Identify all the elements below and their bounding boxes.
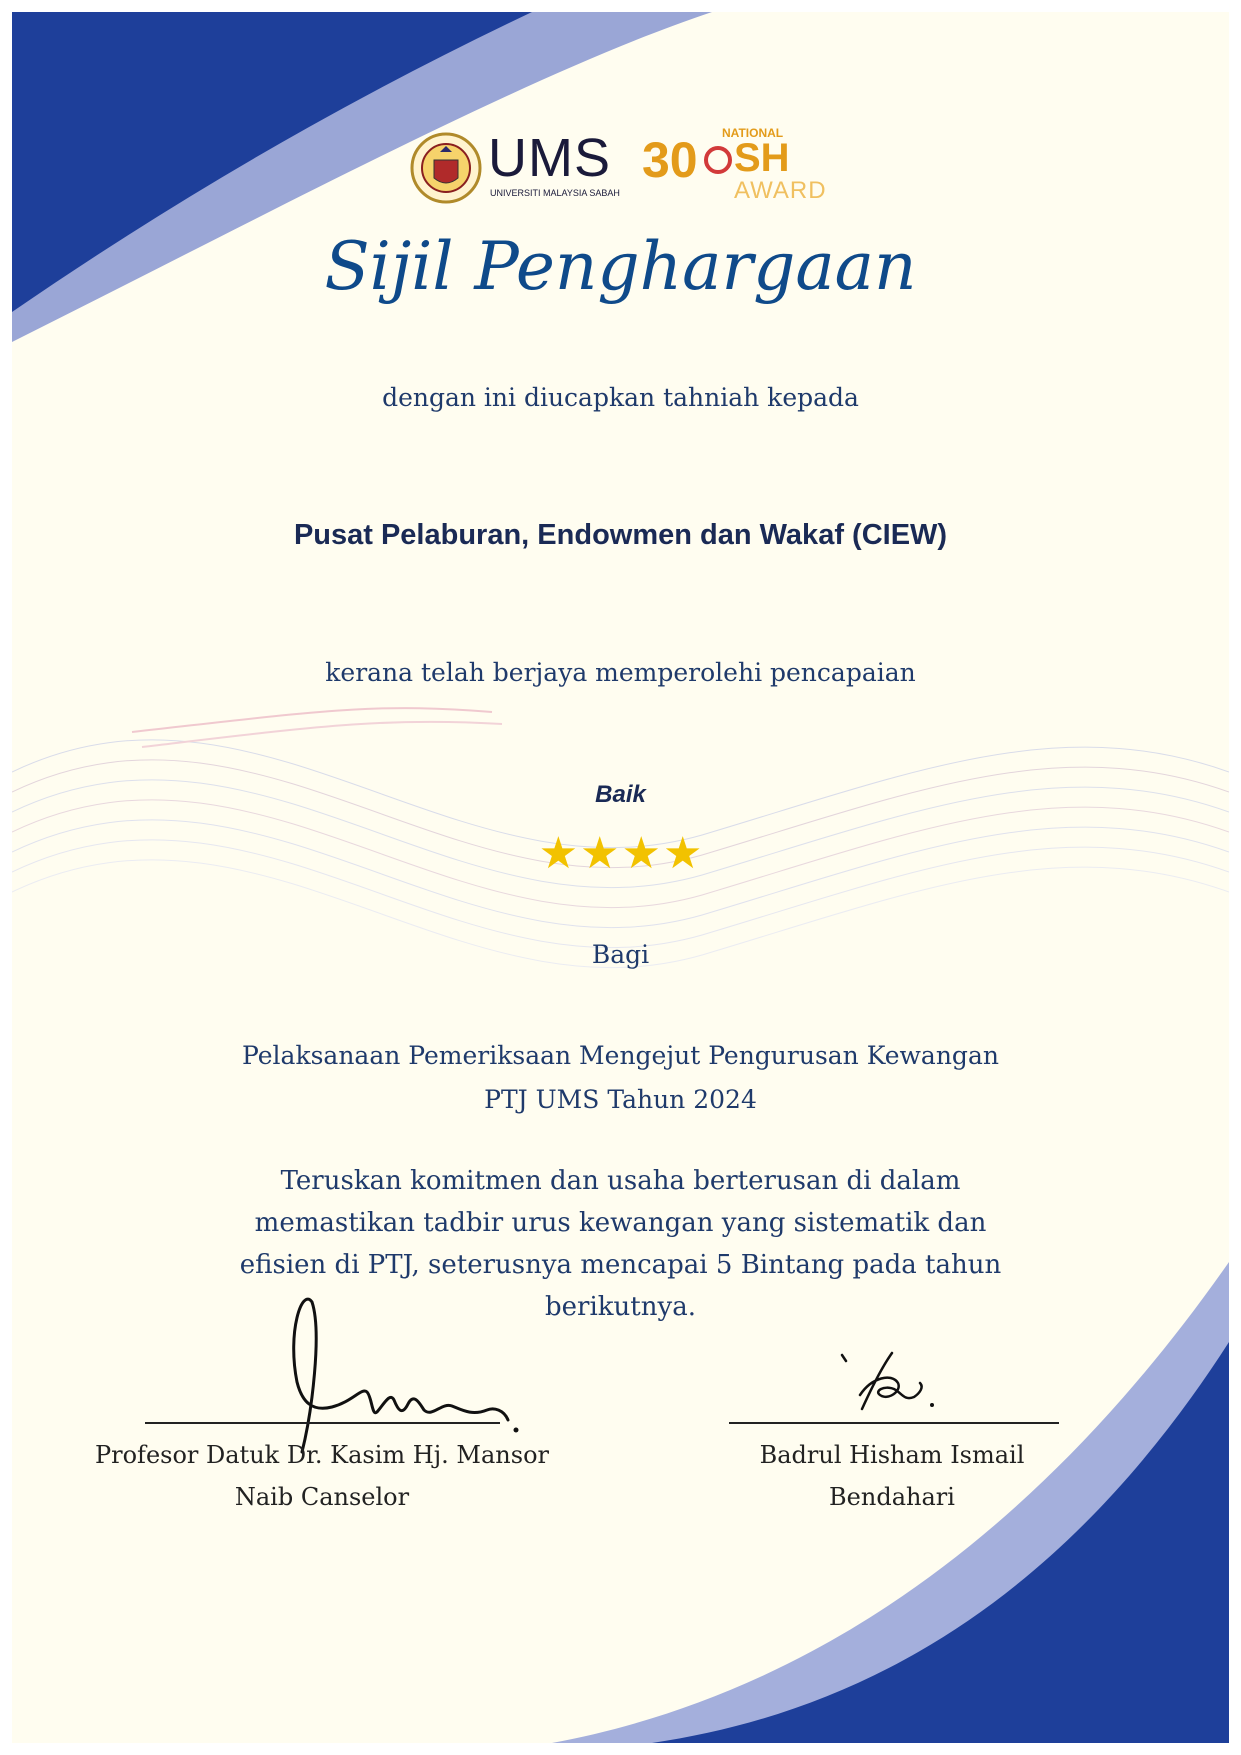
ums-wordmark: UMS [488,128,611,188]
message-line: efisien di PTJ, seterusnya mencapai 5 Bintang pada tahun [239,1250,1002,1280]
university-full-name: UNIVERSITI MALAYSIA SABAH [490,188,620,198]
university-crest-logo [410,132,482,204]
signature-vice-chancellor [272,1292,552,1462]
message-line: memastikan tadbir urus kewangan yang sistematik dan [254,1208,987,1238]
purpose-line-1: Pelaksanaan Pemeriksaan Mengejut Pengurusan Kewangan [242,1041,999,1070]
signature-line-right [729,1422,1059,1424]
signatory-name-left: Profesor Datuk Dr. Kasim Hj. Mansor [94,1441,549,1469]
achievement-text: kerana telah berjaya memperolehi pencapaian [325,658,916,687]
signatory-title-right: Bendahari [829,1483,955,1511]
star-icon: ★ [580,828,620,879]
message-line: Teruskan komitmen dan usaha berterusan di dalam [280,1166,961,1196]
certificate-sheet [12,12,1229,1743]
for-label: Bagi [591,940,650,969]
osh-award-label: AWARD [734,177,827,204]
rating-label: Baik [595,781,646,808]
anniversary-badge: 30 [642,132,698,188]
logo-row [410,122,840,212]
signatory-name-right: Badrul Hisham Ismail [759,1441,1025,1469]
star-icon: ★ [538,828,579,879]
signature-line-left [145,1422,500,1424]
star-icon: ★ [621,828,661,879]
purpose-line-2: PTJ UMS Tahun 2024 [484,1085,757,1114]
encouragement-message [12,1160,1229,1328]
star-icon: ★ [662,828,703,879]
signatory-title-left: Naib Canselor [234,1483,410,1511]
certificate-title: Sijil Penghargaan [324,228,917,305]
osh-award-sh: SH [734,136,790,180]
signature-treasurer [832,1347,952,1427]
osh-award-national: NATIONAL [722,126,784,140]
intro-text: dengan ini diucapkan tahniah kepada [382,383,859,412]
rating-stars [12,830,1229,878]
osh-ring-icon [704,146,732,174]
recipient-name: Pusat Pelaburan, Endowmen dan Wakaf (CIEW) [293,519,948,551]
message-line: berikutnya. [545,1292,696,1322]
